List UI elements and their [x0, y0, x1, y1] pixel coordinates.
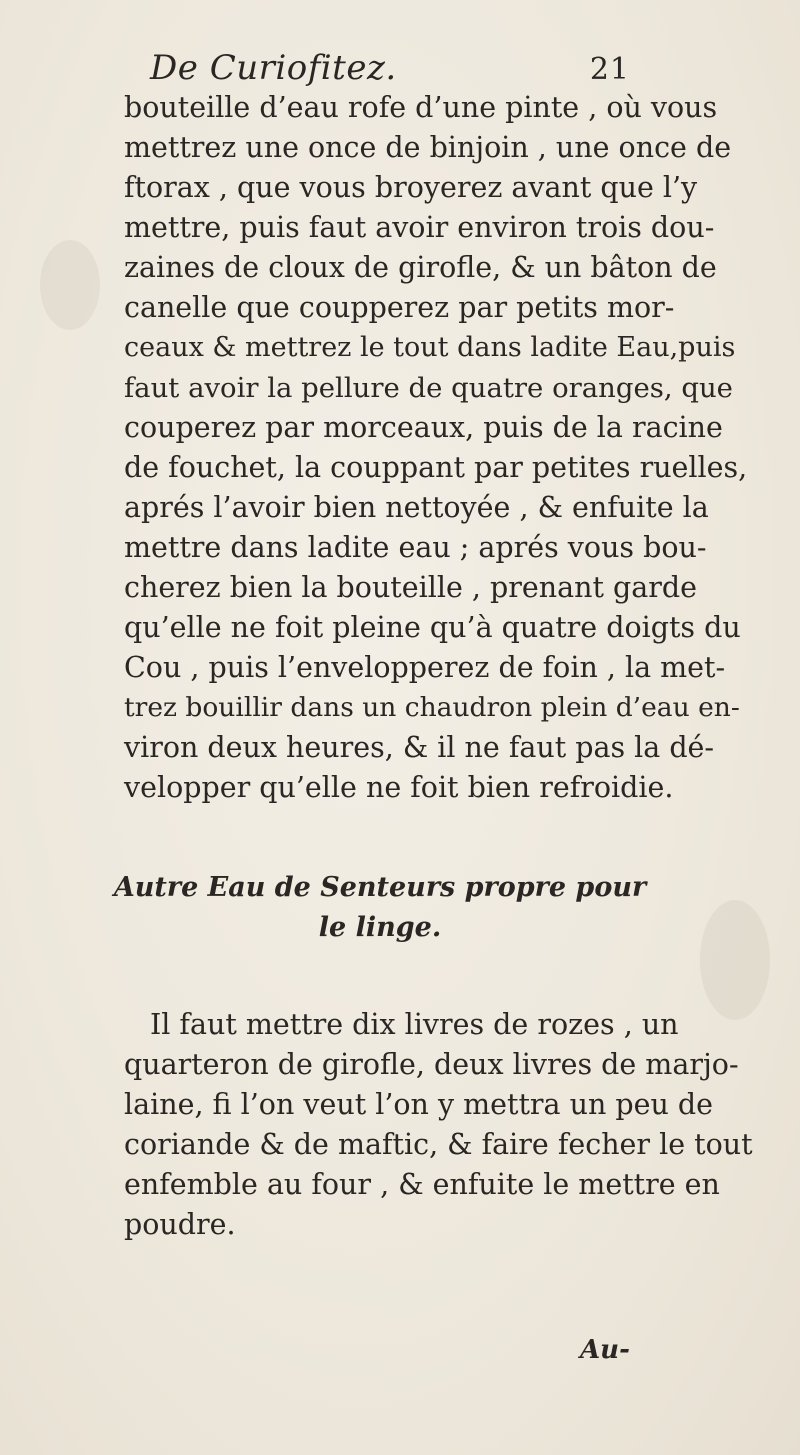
section-title: Autre Eau de Senteurs propre pour: [113, 872, 647, 903]
text-line: ftorax , que vous broyerez avant que l’y: [124, 171, 698, 204]
text-line: mettre dans ladite eau ; aprés vous bou-: [124, 531, 707, 564]
paper-stain: [40, 240, 100, 330]
text-line: faut avoir la pellure de quatre oranges, que: [124, 372, 733, 404]
text-line: qu’elle ne foit pleine qu’à quatre doigts du: [124, 611, 741, 644]
text-line: Il faut mettre dix livres de rozes , un: [150, 1008, 679, 1041]
text-line: poudre.: [124, 1208, 236, 1241]
text-line: zaines de cloux de girofle, & un bâton de: [124, 251, 717, 284]
section-title-continued: le linge.: [318, 912, 442, 943]
text-line: viron deux heures, & il ne faut pas la dé-: [124, 731, 715, 764]
text-line: cherez bien la bouteille , prenant garde: [124, 571, 697, 604]
text-line: aprés l’avoir bien nettoyée , & enfuite la: [124, 491, 709, 524]
text-line: Cou , puis l’envelopperez de foin , la met-: [124, 651, 726, 684]
text-line: couperez par morceaux, puis de la racine: [124, 411, 723, 444]
text-line: enfemble au four , & enfuite le mettre en: [124, 1168, 720, 1201]
page-header: [150, 48, 630, 92]
text-line: mettre, puis faut avoir environ trois dou-: [124, 211, 715, 244]
text-line: velopper qu’elle ne foit bien refroidie.: [124, 771, 674, 804]
text-line: de fouchet, la couppant par petites ruelles,: [124, 451, 748, 484]
catchword: Au-: [580, 1335, 630, 1365]
text-line: canelle que coupperez par petits mor-: [124, 291, 675, 324]
running-head: De Curiofitez.: [150, 48, 397, 88]
text-line: ceaux & mettrez le tout dans ladite Eau,puis: [124, 332, 736, 363]
text-line: trez bouillir dans un chaudron plein d’eau en-: [124, 692, 740, 723]
text-line: bouteille d’eau rofe d’une pinte , où vous: [124, 91, 718, 124]
text-line: mettrez une once de binjoin , une once de: [124, 131, 732, 164]
page-number: 21: [589, 52, 630, 87]
text-line: coriande & de maftic, & faire fecher le tout: [124, 1128, 753, 1161]
text-line: quarteron de girofle, deux livres de marjo-: [124, 1048, 739, 1081]
paper-stain: [700, 900, 770, 1020]
text-line: laine, fi l’on veut l’on y mettra un peu de: [124, 1088, 713, 1121]
